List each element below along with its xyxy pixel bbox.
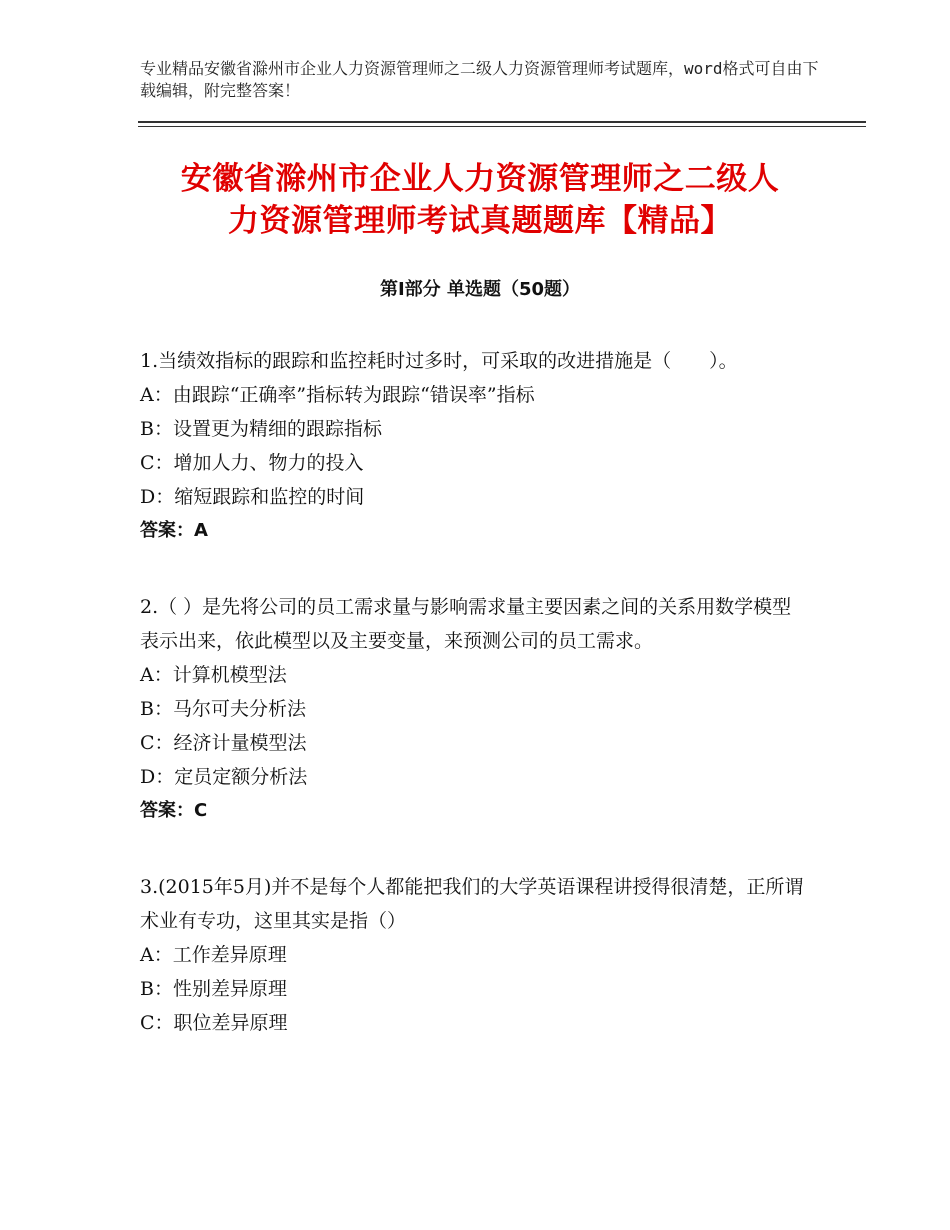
header-rule-thick: [138, 121, 866, 123]
option-b: B：设置更为精细的跟踪指标: [140, 418, 382, 440]
question-3: [140, 870, 805, 1040]
option-c: C：增加人力、物力的投入: [140, 452, 364, 474]
option-a: A：计算机模型法: [140, 664, 287, 686]
question-text: 3.(2015年5月)并不是每个人都能把我们的大学英语课程讲授得很清楚，正所谓术业有专功，这里其实是指（）: [140, 876, 804, 932]
question-text: 2.（ ）是先将公司的员工需求量与影响需求量主要因素之间的关系用数学模型表示出来，依此模型以及主要变量，来预测公司的员工需求。: [140, 596, 792, 652]
document-title: [140, 158, 820, 242]
question-text: 1.当绩效指标的跟踪和监控耗时过多时，可采取的改进措施是（ ）。: [140, 350, 738, 372]
header-note: 专业精品安徽省滁州市企业人力资源管理师之二级人力资源管理师考试题库，word格式可自由下载编辑，附完整答案！: [140, 59, 819, 100]
question-list: [140, 344, 805, 1082]
option-a: A：由跟踪“正确率”指标转为跟踪“错误率”指标: [140, 384, 535, 406]
option-b: B：马尔可夫分析法: [140, 698, 306, 720]
option-b: B：性别差异原理: [140, 978, 287, 1000]
document-title-line-2: 力资源管理师考试真题题库【精品】: [228, 203, 732, 239]
option-a: A：工作差异原理: [140, 944, 287, 966]
question-1: [140, 344, 805, 548]
option-d: D：定员定额分析法: [140, 766, 308, 788]
section-title: 第Ⅰ部分 单选题（50题）: [379, 279, 580, 300]
header-rule-thin: [138, 126, 866, 127]
answer: 答案：C: [140, 800, 208, 821]
option-d: D：缩短跟踪和监控的时间: [140, 486, 365, 508]
document-title-line-1: 安徽省滁州市企业人力资源管理师之二级人: [180, 161, 780, 197]
answer: 答案：A: [140, 520, 208, 541]
option-c: C：职位差异原理: [140, 1012, 288, 1034]
question-2: [140, 590, 805, 828]
option-c: C：经济计量模型法: [140, 732, 307, 754]
